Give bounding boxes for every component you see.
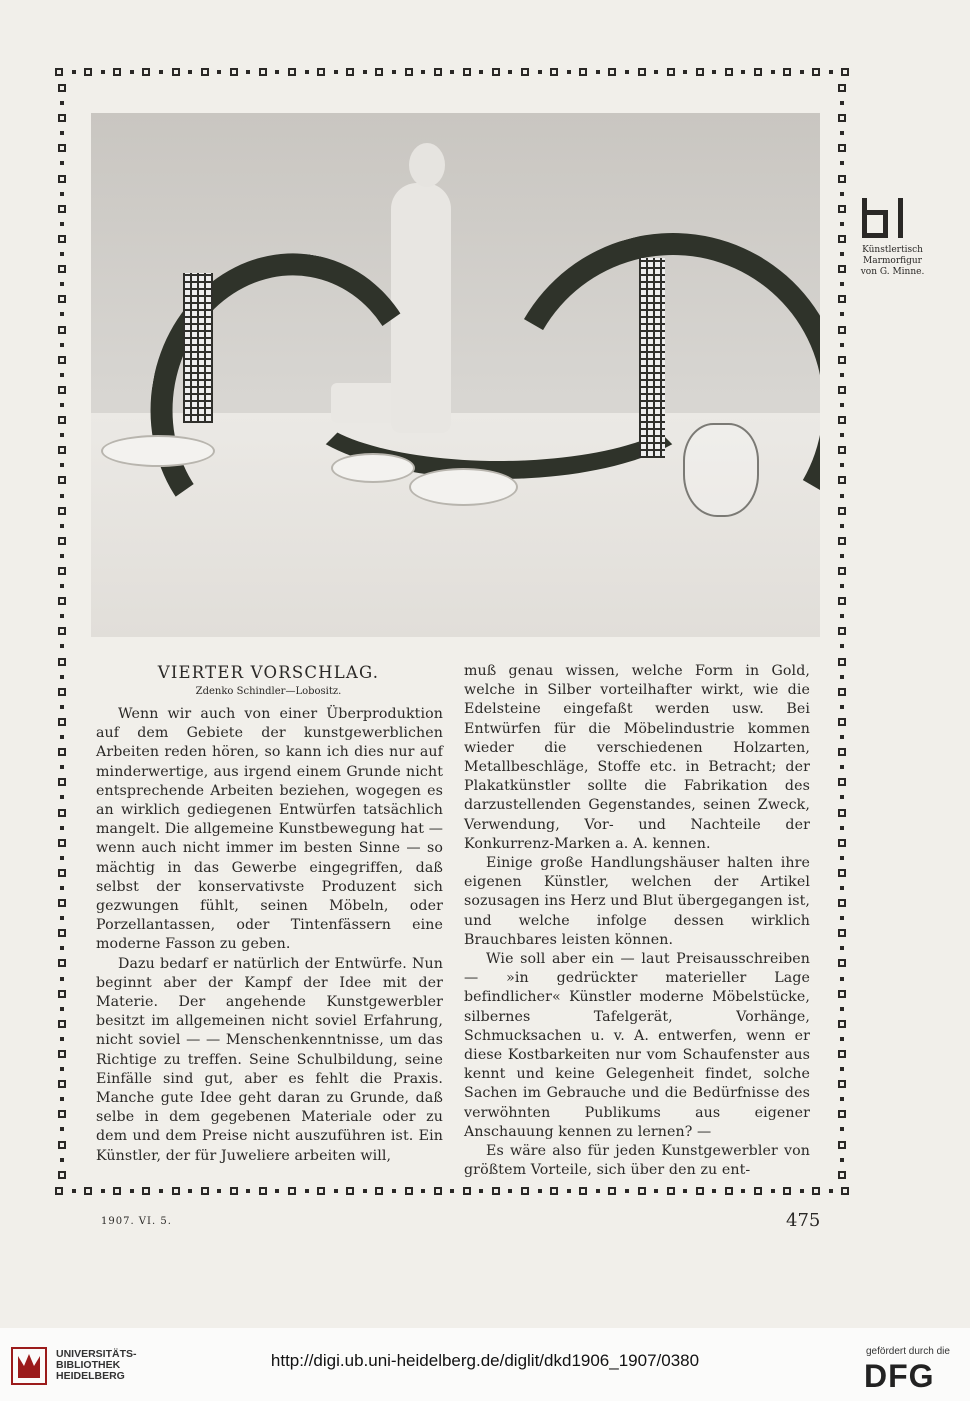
border-square — [492, 1187, 500, 1195]
border-square — [58, 265, 66, 273]
border-square — [58, 778, 66, 786]
border-square — [838, 537, 846, 545]
border-square — [667, 68, 675, 76]
border-square — [754, 1187, 762, 1195]
permalink-url[interactable]: http://digi.ub.uni-heidelberg.de/diglit/dkd1906_1907/0380 — [270, 1351, 700, 1370]
border-square — [375, 1187, 383, 1195]
library-name-line: HEIDELBERG — [56, 1370, 125, 1382]
border-dot — [159, 1189, 163, 1193]
border-dot — [60, 433, 64, 437]
border-square — [838, 718, 846, 726]
border-square — [58, 718, 66, 726]
border-dot — [60, 1037, 64, 1041]
border-dot — [840, 856, 844, 860]
border-square — [317, 1187, 325, 1195]
paragraph: muß genau wissen, welche Form in Gold, welche in Silber vorteilhafter wirkt, wie die Edelsteine eingefaßt werden usw. Bei Entwürfen für die Möbelindustrie kommen wieder die verschiedenen Holzarten, Metallbeschläge, Stoffe etc. in Betracht; der Plakatkünstler sollte die Fabrikation des darzustellenden Gegenstandes, seinen Zweck, Verwendung, Vor- und Nachteile der Konkurrenz-Marken a. A. kennen. — [464, 663, 810, 852]
border-dot — [72, 70, 76, 74]
border-square — [434, 1187, 442, 1195]
border-dot — [101, 1189, 105, 1193]
caption-line: Künstlertisch — [862, 245, 923, 255]
border-square — [841, 1187, 849, 1195]
page-number: 475 — [786, 1210, 821, 1231]
border-square — [434, 68, 442, 76]
border-square — [638, 1187, 646, 1195]
border-square — [838, 326, 846, 334]
border-dot — [60, 765, 64, 769]
border-square — [463, 68, 471, 76]
border-dot — [840, 1158, 844, 1162]
border-square — [230, 68, 238, 76]
border-dot — [538, 1189, 542, 1193]
border-square — [58, 476, 66, 484]
border-square — [346, 68, 354, 76]
border-dot — [479, 70, 483, 74]
dfg-logo: DFG — [864, 1358, 935, 1394]
border-square — [838, 990, 846, 998]
border-dot — [60, 916, 64, 920]
border-square — [58, 295, 66, 303]
border-square — [838, 1110, 846, 1118]
border-dot — [60, 403, 64, 407]
border-dot — [596, 70, 600, 74]
border-square — [838, 1141, 846, 1149]
border-square — [608, 68, 616, 76]
border-square — [838, 778, 846, 786]
border-dot — [840, 1127, 844, 1131]
border-square — [58, 1141, 66, 1149]
border-square — [55, 68, 63, 76]
library-name-line: UNIVERSITÄTS- — [56, 1348, 137, 1360]
border-square — [58, 567, 66, 575]
border-dot — [60, 494, 64, 498]
border-square — [725, 1187, 733, 1195]
border-square — [55, 1187, 63, 1195]
border-dot — [60, 584, 64, 588]
border-dot — [60, 705, 64, 709]
border-square — [838, 597, 846, 605]
border-square — [838, 899, 846, 907]
border-square — [58, 688, 66, 696]
border-dot — [275, 70, 279, 74]
border-square — [58, 597, 66, 605]
border-square — [58, 446, 66, 454]
border-square — [838, 959, 846, 967]
border-dot — [450, 70, 454, 74]
border-square — [58, 1080, 66, 1088]
border-dot — [246, 1189, 250, 1193]
issue-label: 1907. VI. 5. — [101, 1216, 172, 1227]
border-dot — [60, 644, 64, 648]
border-dot — [60, 1158, 64, 1162]
border-dot — [60, 1067, 64, 1071]
border-square — [667, 1187, 675, 1195]
border-dot — [60, 795, 64, 799]
border-dot — [479, 1189, 483, 1193]
border-dot — [840, 1007, 844, 1011]
border-square — [58, 658, 66, 666]
border-square — [608, 1187, 616, 1195]
border-square — [288, 68, 296, 76]
funding-note: gefördert durch die — [866, 1346, 950, 1357]
border-square — [58, 1110, 66, 1118]
border-square — [838, 295, 846, 303]
border-dot — [840, 826, 844, 830]
border-square — [58, 627, 66, 635]
border-square — [838, 205, 846, 213]
border-dot — [840, 403, 844, 407]
border-dot — [840, 916, 844, 920]
border-dot — [771, 70, 775, 74]
border-dot — [508, 70, 512, 74]
border-dot — [217, 70, 221, 74]
border-dot — [840, 1097, 844, 1101]
border-square — [638, 68, 646, 76]
plate-left — [101, 435, 215, 467]
border-dot — [741, 1189, 745, 1193]
lattice-stand-left — [183, 273, 213, 423]
paragraph: Wie soll aber ein — laut Preisausschreiben — »in gedrückter materieller Lage befindlicher« Künstler moderne Möbelstücke, silbernes Tafelgerät, Vorhänge, Schmucksachen u. v. A. entwerfen, wenn er diese Kostbarkeiten nur vom Schaufenster aus kennt und keine Gelegenheit findet, solche Sachen im Gebrauche und die Bedürfnisse des verwöhnten Publikums aus eigener Anschauung kennen zu lernen? — — [464, 951, 810, 1140]
border-square — [58, 1020, 66, 1028]
border-square — [58, 507, 66, 515]
border-dot — [60, 222, 64, 226]
border-square — [838, 507, 846, 515]
border-dot — [840, 494, 844, 498]
border-square — [58, 899, 66, 907]
ornamental-border-left — [56, 84, 68, 1179]
border-square — [201, 68, 209, 76]
border-dot — [829, 70, 833, 74]
border-dot — [246, 70, 250, 74]
border-dot — [72, 1189, 76, 1193]
border-square — [838, 114, 846, 122]
border-square — [58, 416, 66, 424]
border-square — [142, 68, 150, 76]
border-square — [521, 68, 529, 76]
border-square — [838, 386, 846, 394]
border-square — [838, 567, 846, 575]
paragraph: Einige große Handlungshäuser halten ihre eigenen Künstler, welchen der Artikel sozusagen ins Herz und Blut übergegangen ist, und welche infolge dessen wirklich Brauchbares leisten können. — [464, 855, 810, 948]
border-dot — [840, 1037, 844, 1041]
border-square — [346, 1187, 354, 1195]
marble-figure-head — [409, 143, 445, 187]
border-dot — [683, 1189, 687, 1193]
border-dot — [840, 524, 844, 528]
border-square — [838, 658, 846, 666]
border-dot — [840, 977, 844, 981]
border-square — [58, 114, 66, 122]
border-square — [142, 1187, 150, 1195]
border-square — [58, 929, 66, 937]
border-square — [754, 68, 762, 76]
border-square — [838, 84, 846, 92]
border-square — [783, 68, 791, 76]
border-dot — [625, 70, 629, 74]
border-square — [838, 1080, 846, 1088]
border-dot — [60, 1127, 64, 1131]
border-dot — [130, 1189, 134, 1193]
border-square — [838, 748, 846, 756]
border-square — [550, 1187, 558, 1195]
border-dot — [60, 282, 64, 286]
border-square — [259, 1187, 267, 1195]
border-dot — [840, 312, 844, 316]
border-square — [58, 839, 66, 847]
border-square — [405, 68, 413, 76]
border-square — [375, 68, 383, 76]
border-square — [838, 144, 846, 152]
border-dot — [363, 70, 367, 74]
border-dot — [567, 1189, 571, 1193]
border-square — [521, 1187, 529, 1195]
border-dot — [392, 70, 396, 74]
border-dot — [829, 1189, 833, 1193]
border-square — [838, 688, 846, 696]
border-square — [838, 809, 846, 817]
border-dot — [60, 312, 64, 316]
border-dot — [188, 1189, 192, 1193]
border-dot — [60, 161, 64, 165]
border-square — [58, 1050, 66, 1058]
border-square — [58, 748, 66, 756]
paragraph: Es wäre also für jeden Kunstgewerbler von größtem Vorteile, sich über den zu ent- — [464, 1143, 810, 1179]
border-dot — [188, 70, 192, 74]
plate-center — [331, 453, 415, 483]
ornamental-border-bottom — [55, 1185, 850, 1197]
border-dot — [60, 463, 64, 467]
border-square — [579, 1187, 587, 1195]
border-dot — [334, 70, 338, 74]
border-dot — [683, 70, 687, 74]
border-dot — [840, 705, 844, 709]
border-square — [58, 356, 66, 364]
border-dot — [421, 70, 425, 74]
border-dot — [60, 977, 64, 981]
border-dot — [60, 373, 64, 377]
caption-line: Marmorfigur — [862, 256, 922, 266]
border-square — [696, 68, 704, 76]
border-square — [841, 68, 849, 76]
plate-front — [409, 468, 518, 506]
border-square — [259, 68, 267, 76]
border-dot — [217, 1189, 221, 1193]
border-dot — [840, 131, 844, 135]
border-dot — [596, 1189, 600, 1193]
border-square — [58, 175, 66, 183]
border-dot — [771, 1189, 775, 1193]
border-square — [838, 627, 846, 635]
border-square — [58, 144, 66, 152]
border-dot — [712, 1189, 716, 1193]
border-dot — [508, 1189, 512, 1193]
border-dot — [840, 252, 844, 256]
border-square — [317, 68, 325, 76]
border-dot — [60, 131, 64, 135]
border-dot — [130, 70, 134, 74]
border-dot — [840, 1067, 844, 1071]
border-square — [696, 1187, 704, 1195]
border-dot — [60, 856, 64, 860]
border-dot — [275, 1189, 279, 1193]
article-author: Zdenko Schindler—Lobositz. — [195, 686, 342, 697]
border-square — [838, 1050, 846, 1058]
border-square — [838, 1171, 846, 1179]
monogram-logo — [860, 196, 908, 240]
table-photograph — [91, 113, 820, 637]
border-dot — [421, 1189, 425, 1193]
border-dot — [60, 554, 64, 558]
border-dot — [840, 644, 844, 648]
border-square — [812, 68, 820, 76]
library-name-line: BIBLIOTHEK — [56, 1359, 121, 1371]
border-dot — [712, 70, 716, 74]
border-square — [58, 869, 66, 877]
border-dot — [840, 614, 844, 618]
border-dot — [840, 735, 844, 739]
paragraph: Dazu bedarf er natürlich der Entwürfe. Nun beginnt aber der Kampf der Idee mit der Materie. Der angehende Kunstgewerbler besitzt im allgemeinen nicht soviel Erfahrung, nicht soviel — — Menschenkenntnisse, um das Richtige zu treffen. Seine Schulbildung, seine Einfälle sind gut, aber es fehlt die Praxis. Manche gute Idee geht daran zu Grunde, daß selbe in dem gegebenen Materiale oder zu dem und dem Preise nicht auszuführen ist. Ein Künstler, der für Juweliere arbeiten will, — [96, 955, 443, 1164]
border-dot — [840, 343, 844, 347]
border-square — [58, 205, 66, 213]
border-dot — [101, 70, 105, 74]
border-dot — [60, 192, 64, 196]
border-dot — [60, 675, 64, 679]
border-dot — [840, 161, 844, 165]
lattice-stand-right — [639, 258, 665, 458]
border-dot — [840, 886, 844, 890]
border-dot — [840, 795, 844, 799]
border-square — [230, 1187, 238, 1195]
border-square — [838, 1020, 846, 1028]
border-square — [84, 1187, 92, 1195]
border-dot — [60, 886, 64, 890]
border-square — [58, 1171, 66, 1179]
border-dot — [60, 826, 64, 830]
border-dot — [840, 373, 844, 377]
border-square — [58, 990, 66, 998]
border-dot — [392, 1189, 396, 1193]
border-dot — [567, 70, 571, 74]
border-dot — [840, 463, 844, 467]
border-dot — [60, 946, 64, 950]
border-square — [113, 68, 121, 76]
caption-line: von G. Minne. — [860, 267, 925, 277]
border-dot — [840, 675, 844, 679]
border-dot — [363, 1189, 367, 1193]
border-dot — [840, 554, 844, 558]
border-dot — [60, 101, 64, 105]
border-dot — [60, 1007, 64, 1011]
border-dot — [305, 70, 309, 74]
border-dot — [334, 1189, 338, 1193]
border-dot — [800, 1189, 804, 1193]
border-square — [838, 839, 846, 847]
border-dot — [305, 1189, 309, 1193]
border-square — [838, 446, 846, 454]
glass-decanter — [683, 423, 759, 517]
border-square — [492, 68, 500, 76]
border-square — [838, 175, 846, 183]
border-dot — [60, 614, 64, 618]
border-dot — [159, 70, 163, 74]
border-square — [783, 1187, 791, 1195]
border-dot — [625, 1189, 629, 1193]
border-dot — [741, 70, 745, 74]
border-square — [58, 326, 66, 334]
border-square — [172, 1187, 180, 1195]
border-square — [58, 959, 66, 967]
border-dot — [800, 70, 804, 74]
border-square — [550, 68, 558, 76]
paragraph: Wenn wir auch von einer Überproduktion auf dem Gebiete der kunstgewerblichen Arbeiten reden hören, so kann ich dies nur auf minderwertige, aus irgend einem Grunde nicht entsprechende Arbeiten beziehen, wogegen es an wirklich gediegenen Entwürfen tatsächlich mangelt. Die allgemeine Kunstbewegung hat — wenn auch nicht immer im besten Sinne — so mächtig in das Gewerbe eingegriffen, daß selbst der konservativste Produzent sich gezwungen fühlt, seinen Möbeln, oder Porzellantassen, oder Tintenfässern eine moderne Fasson zu geben. — [96, 706, 443, 953]
border-dot — [654, 70, 658, 74]
border-dot — [450, 1189, 454, 1193]
border-dot — [840, 101, 844, 105]
article-heading: VIERTER VORSCHLAG. — [157, 663, 380, 682]
right-column — [464, 662, 810, 1180]
border-dot — [60, 252, 64, 256]
border-dot — [60, 343, 64, 347]
border-square — [58, 84, 66, 92]
border-square — [201, 1187, 209, 1195]
border-dot — [60, 735, 64, 739]
border-square — [838, 416, 846, 424]
border-square — [405, 1187, 413, 1195]
border-dot — [840, 192, 844, 196]
border-square — [463, 1187, 471, 1195]
border-square — [113, 1187, 121, 1195]
border-square — [58, 809, 66, 817]
border-dot — [60, 1097, 64, 1101]
border-square — [172, 68, 180, 76]
border-square — [838, 356, 846, 364]
border-dot — [840, 765, 844, 769]
border-dot — [654, 1189, 658, 1193]
border-square — [288, 1187, 296, 1195]
border-dot — [840, 282, 844, 286]
border-square — [838, 476, 846, 484]
border-square — [812, 1187, 820, 1195]
border-square — [58, 235, 66, 243]
border-square — [838, 869, 846, 877]
left-column — [96, 705, 443, 1166]
border-square — [84, 68, 92, 76]
photo-caption — [845, 245, 940, 278]
border-dot — [538, 70, 542, 74]
border-dot — [60, 524, 64, 528]
border-dot — [840, 222, 844, 226]
border-square — [838, 929, 846, 937]
border-square — [58, 386, 66, 394]
border-dot — [840, 946, 844, 950]
border-square — [58, 537, 66, 545]
border-dot — [840, 433, 844, 437]
border-square — [725, 68, 733, 76]
border-square — [838, 235, 846, 243]
border-dot — [840, 584, 844, 588]
border-square — [579, 68, 587, 76]
ornamental-border-top — [55, 66, 850, 78]
